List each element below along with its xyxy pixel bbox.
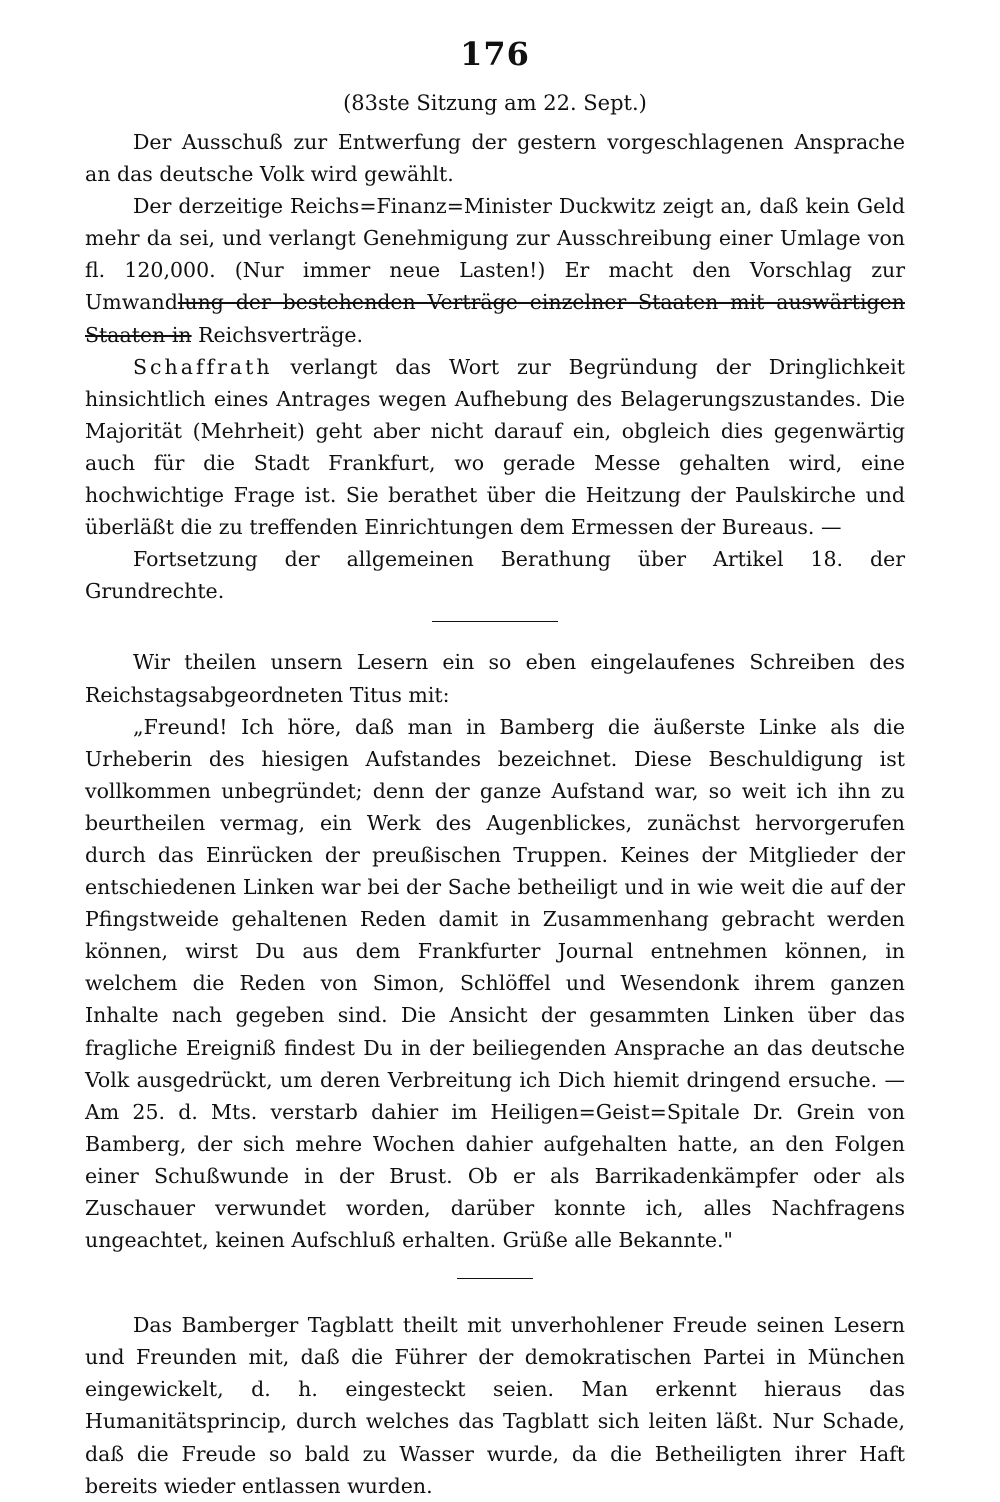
paragraph-finance-minister (85, 190, 905, 350)
document-page (85, 30, 905, 1502)
paragraph-titus-letter: „Freund! Ich höre, daß man in Bamberg die äußerste Linke als die Urheberin des hiesigen Aufstandes bezeichnet. Diese Beschuldigung ist vollkommen unbegründet; denn der ganze Aufstand war, so weit ich ihn zu beurtheilen vermag, ein Werk des Augenblickes, zunächst hervorgerufen durch das Einrücken der preußischen Truppen. Keines der Mitglieder der entschiedenen Linken war bei der Sache betheiligt und in wie weit die auf der Pfingstweide gehaltenen Reden damit in Zusammenhang gebracht werden können, wirst Du aus dem Frankfurter Journal entnehmen können, in welchem die Reden von Simon, Schlöffel und Wesendonk ihrem ganzen Inhalte nach gegeben sind. Die Ansicht der gesammten Linken über das fragliche Ereigniß findest Du in der beiliegenden Ansprache an das deutsche Volk ausgedrückt, um deren Verbreitung ich Dich hiemit dringend ersuche. — Am 25. d. Mts. verstarb dahier im Heiligen=Geist=Spitale Dr. Grein von Bamberg, der sich mehre Wochen dahier aufgehalten hatte, an den Folgen einer Schußwunde in der Brust. Ob er als Barrikadenkämpfer oder als Zuschauer verwundet worden, darüber konnte ich, alles Nachfragens ungeachtet, keinen Aufschluß erhalten. Grüße alle Bekannte." (85, 714, 905, 1253)
struck-through-line: lung der bestehenden Verträge einzelner Staaten mit auswärtigen Staaten in (85, 290, 905, 347)
finance-minister-text-end: Reichsverträge. (198, 322, 363, 347)
finance-minister-text: Der derzeitige Reichs=Finanz=Minister Duckwitz zeigt an, daß kein Geld mehr da sei, und verlangt Genehmigung zur Ausschreibung einer Umlage von fl. 120,000. (Nur immer neue Lasten!) Er macht den Vorschlag zur Umwand (85, 194, 905, 315)
paragraph-bamberger-tagblatt: Das Bamberger Tagblatt theilt mit unverhohlener Freude seinen Lesern und Freunden mit, daß die Führer der demokratischen Partei in München eingewickelt, d. h. eingesteckt seien. Man erkennt hieraus das Humanitätsprincip, durch welches das Tagblatt sich leiten läßt. Nur Schade, daß die Freude so bald zu Wasser wurde, da die Betheiligten ihrer Haft bereits wieder entlassen wurden. (85, 1313, 905, 1498)
paragraph-continuation: Fortsetzung der allgemeinen Berathung über Artikel 18. der Grundrechte. (85, 547, 905, 604)
session-header: (83ste Sitzung am 22. Sept.) (343, 91, 647, 115)
paragraph-titus-intro: Wir theilen unsern Lesern ein so eben eingelaufenes Schreiben des Reichstagsabgeordneten Titus mit: (85, 650, 905, 707)
paragraph-schaffrath (85, 351, 905, 544)
schaffrath-text: verlangt das Wort zur Begründung der Dringlichkeit hinsichtlich eines Antrages wegen Aufhebung des Belagerungszustandes. Die Majorität (Mehrheit) geht aber nicht darauf ein, obgleich dies gegenwärtig auch für die Stadt Frankfurt, wo gerade Messe gehalten wird, eine hochwichtige Frage ist. Sie berathet über die Heitzung der Paulskirche und überläßt die zu treffenden Einrichtungen dem Ermessen der Bureaus. — (85, 354, 905, 540)
section-divider (432, 621, 558, 622)
paragraph-committee-election: Der Ausschuß zur Entwerfung der gestern vorgeschlagenen Ansprache an das deutsche Volk wird gewählt. (85, 130, 905, 187)
page-number: 176 (460, 35, 530, 73)
section-divider-2 (457, 1278, 533, 1279)
speaker-name: Schaffrath (133, 354, 273, 379)
